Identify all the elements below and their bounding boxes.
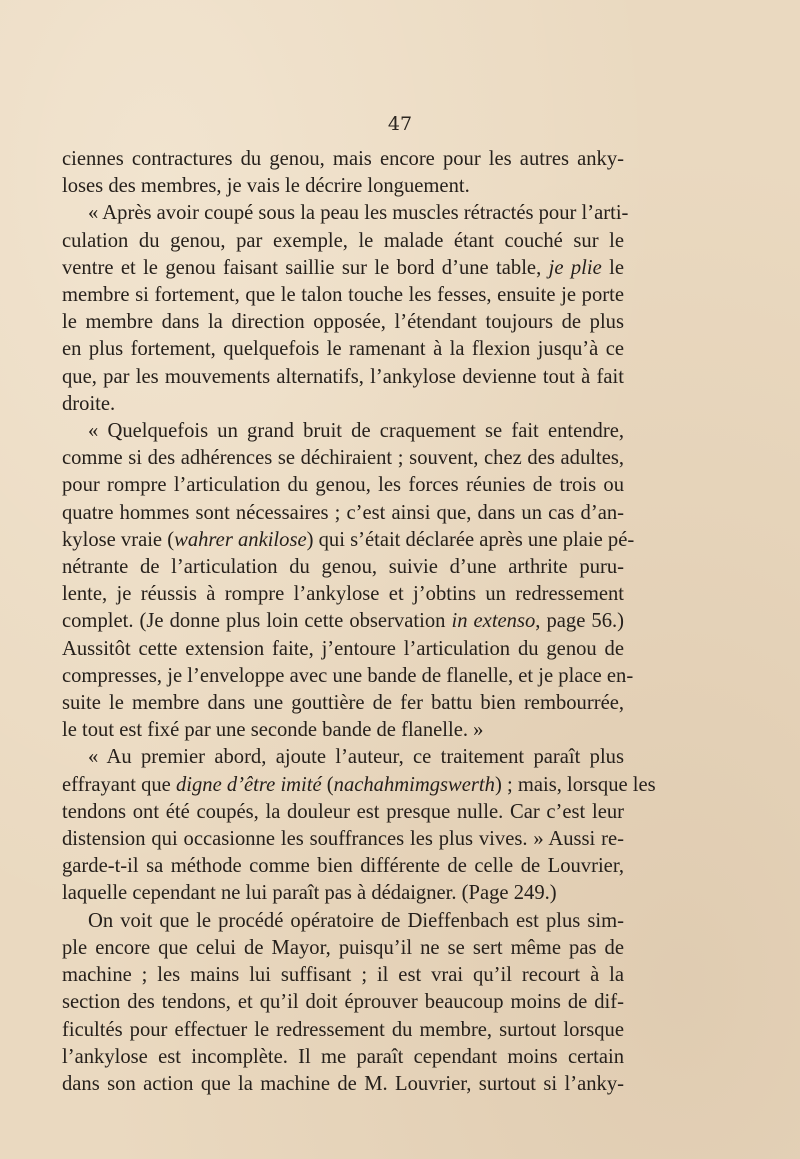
text-run: ple encore que celui de Mayor, puisqu’il ne se sert même pas de [62,936,624,959]
text-line [62,826,624,853]
text-run: distension qui occasionne les souffrances les plus vives. » Aussi re- [62,828,624,851]
text-run: suite le membre dans une gouttière de fer battu bien rembourrée, [62,692,624,715]
text-run: complet. (Je donne plus loin cette observation [62,610,452,633]
text-run: le membre dans la direction opposée, l’étendant toujours de plus [62,311,624,334]
text-line [62,880,624,907]
text-line [62,445,624,472]
text-run: comme si des adhérences se déchiraient ; souvent, chez des adultes, [62,447,624,470]
text-run: dans son action que la machine de M. Louvrier, surtout si l’anky- [62,1072,624,1095]
text-run: On voit que le procédé opératoire de Dieffenbach est plus sim- [88,909,624,932]
text-run: section des tendons, et qu’il doit éprouver beaucoup moins de dif- [62,991,624,1014]
text-line [62,200,629,227]
text-line [62,146,624,173]
text-run: en plus fortement, quelquefois le ramenant à la flexion jusqu’à ce [62,338,624,361]
text-run: « Au premier abord, ajoute l’auteur, ce traitement paraît plus [88,746,624,769]
text-run: ( [321,773,334,796]
text-run: ficultés pour effectuer le redressement du membre, surtout lorsque [62,1018,624,1041]
text-line [62,336,624,363]
page-number: 47 [387,113,413,135]
text-run: quatre hommes sont nécessaires ; c’est ainsi que, dans un cas d’an- [62,501,624,524]
italic-text: wahrer ankilose [174,528,307,551]
italic-text: in extenso [451,610,536,633]
text-run: laquelle cependant ne lui paraît pas à dédaigner. (Page 249.) [62,882,557,905]
text-line [62,989,624,1016]
text-run: l’ankylose est incomplète. Il me paraît cependant moins certain [62,1045,624,1068]
text-line [62,527,635,554]
text-run: effrayant que [62,773,176,796]
text-line [62,744,624,771]
italic-text: nachahmimgswerth [333,773,495,796]
text-line [62,799,624,826]
text-line [62,255,624,282]
text-run: membre si fortement, que le talon touche les fesses, ensuite je porte [62,284,624,307]
text-line [62,500,624,527]
text-run: le [601,256,624,279]
text-line [62,391,624,418]
text-body [62,146,656,1098]
text-line [62,908,624,935]
text-run: « Quelquefois un grand bruit de craquement se fait entendre, [88,420,624,443]
text-run: pour rompre l’articulation du genou, les forces réunies de trois ou [62,474,624,497]
text-line [62,282,624,309]
text-line [62,418,624,445]
italic-text: je plie [548,256,602,279]
text-run: « Après avoir coupé sous la peau les muscles rétractés pour l’arti- [88,202,629,225]
text-line [62,717,624,744]
text-run: Aussitôt cette extension faite, j’entoure l’articulation du genou de [62,637,624,660]
text-line [62,690,624,717]
text-line [62,228,624,255]
text-line [62,554,624,581]
text-run: lente, je réussis à rompre l’ankylose et j’obtins un redressement [62,583,624,606]
text-run: nétrante de l’articulation du genou, suivie d’une arthrite puru- [62,556,624,579]
text-run: ciennes contractures du genou, mais encore pour les autres anky- [62,148,624,170]
text-run: machine ; les mains lui suffisant ; il est vrai qu’il recourt à la [62,964,624,987]
text-line [62,1017,624,1044]
italic-text: digne d’être imité [175,773,322,796]
text-line [62,309,624,336]
text-line [62,1044,624,1071]
text-run: le tout est fixé par une seconde bande de flanelle. » [62,719,484,742]
text-run: ) qui s’était déclarée après une plaie pé- [306,528,635,551]
text-run: que, par les mouvements alternatifs, l’ankylose devienne tout à fait [62,365,624,388]
text-run: garde-t-il sa méthode comme bien différente de celle de Louvrier, [62,855,624,878]
text-run: droite. [62,392,116,415]
text-run: , page 56.) [535,610,625,633]
text-line [62,581,624,608]
text-run: kylose vraie ( [62,528,175,551]
text-run: loses des membres, je vais le décrire longuement. [62,175,470,198]
text-line [62,636,624,663]
text-line [62,935,624,962]
text-run: culation du genou, par exemple, le malade étant couché sur le [62,229,624,252]
text-line [62,772,656,799]
text-line [62,472,624,499]
text-run: ) ; mais, lorsque les [494,773,656,796]
text-line [62,853,624,880]
text-line [62,608,624,635]
text-line [62,962,624,989]
text-line [62,663,634,690]
text-run: tendons ont été coupés, la douleur est presque nulle. Car c’est leur [62,800,624,823]
text-run: compresses, je l’enveloppe avec une bande de flanelle, et je place en- [62,664,634,687]
text-line [62,173,624,200]
text-line [62,1071,624,1098]
text-run: ventre et le genou faisant saillie sur le bord d’une table, [62,256,549,279]
text-line [62,364,624,391]
